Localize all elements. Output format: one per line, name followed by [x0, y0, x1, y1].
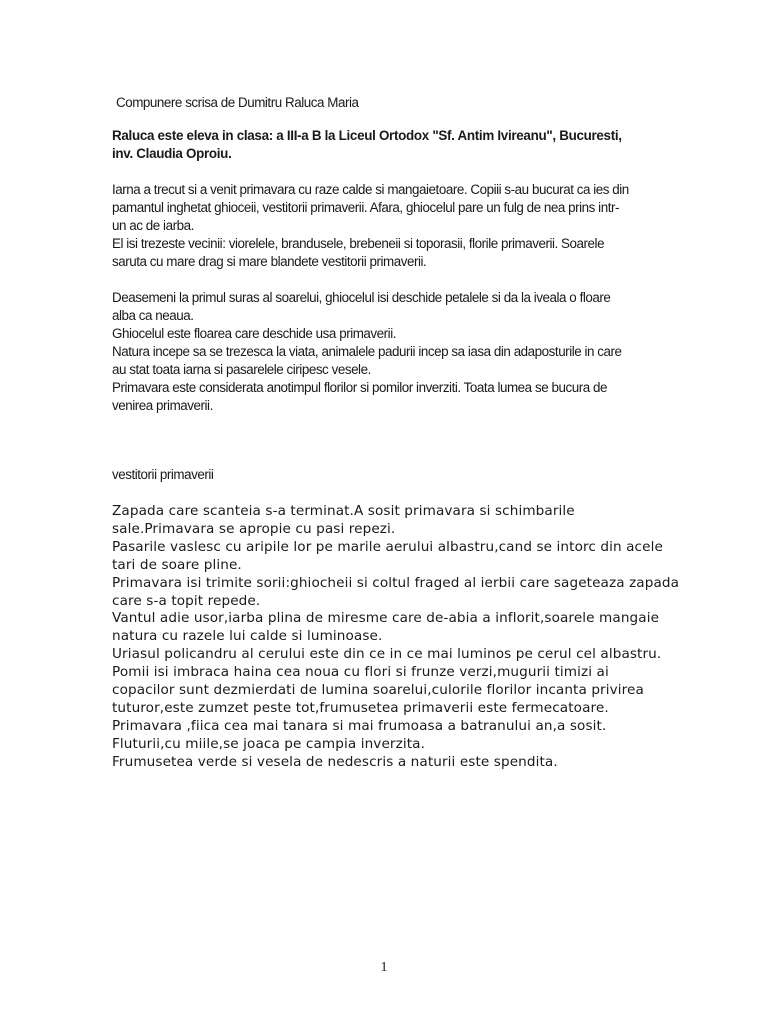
- author-text: Compunere scrisa de Dumitru Raluca Maria: [116, 95, 359, 110]
- text-line: tuturor,este zumzet peste tot,frumusetea primaverii este fermecatoare.: [112, 699, 609, 716]
- text-line: Zapada care scanteia s-a terminat.A sosit primavara si schimbarile: [112, 503, 575, 519]
- text-line: Vantul adie usor,iarba plina de miresme care de-abia a inflorit,soarele mangaie: [112, 610, 660, 627]
- text-line: alba ca neaua.: [112, 308, 194, 323]
- text-line: Natura incepe sa se trezesca la viata, animalele padurii incep sa iasa din adaposturile in care: [112, 344, 622, 359]
- text-line: El isi trezeste vecinii: viorelele, brandusele, brebeneii si toporasii, florile primaverii. Soarele: [112, 236, 605, 251]
- text-line: Primavara ,fiica cea mai tanara si mai frumoasa a batranului an,a sosit.: [112, 717, 607, 734]
- text-line: Pomii isi imbraca haina cea noua cu flori si frunze verzi,mugurii timizi ai: [112, 664, 609, 681]
- section-title-text: vestitorii primaverii: [112, 467, 214, 482]
- text-line: Raluca este eleva in clasa: a III-a B la Liceul Ortodox "Sf. Antim Ivireanu", Bucuresti,: [112, 128, 622, 143]
- student-info: [112, 127, 672, 163]
- text-line: un ac de iarba.: [112, 218, 194, 233]
- text-line: Frumusetea verde si vesela de nedescris a naturii este spendita.: [112, 753, 558, 770]
- text-line: Ghiocelul este floarea care deschide usa primaverii.: [112, 326, 396, 341]
- text-line: Primavara este considerata anotimpul florilor si pomilor inverziti. Toata lumea se bucura de: [112, 380, 607, 395]
- section-title: [112, 466, 672, 484]
- text-line: tari de soare pline.: [112, 556, 242, 573]
- poem-block: [112, 503, 680, 772]
- text-line: saruta cu mare drag si mare blandete vestitorii primaverii.: [112, 254, 427, 269]
- text-line: Uriasul policandru al cerului este din ce in ce mai luminos pe cerul cel albastru.: [112, 646, 662, 663]
- text-line: Fluturii,cu miile,se joaca pe campia inverzita.: [112, 735, 426, 752]
- text-line: pamantul inghetat ghioceii, vestitorii primaverii. Afara, ghiocelul pare un fulg de nea prins intr-: [112, 200, 619, 215]
- text-line: Pasarile vaslesc cu aripile lor pe marile aerului albastru,cand se intorc din acele: [112, 538, 663, 555]
- text-line: au stat toata iarna si pasarelele ciripesc vesele.: [112, 362, 371, 377]
- text-line: sale.Primavara se apropie cu pasi repezi.: [112, 520, 396, 537]
- text-line: Iarna a trecut si a venit primavara cu raze calde si mangaietoare. Copiii s-au bucurat ca ies din: [112, 182, 629, 197]
- paragraph-1: [112, 181, 672, 271]
- text-line: care s-a topit repede.: [112, 592, 261, 609]
- text-line: inv. Claudia Oproiu.: [112, 146, 232, 161]
- text-line: venirea primaverii.: [112, 398, 213, 413]
- text-line: copacilor sunt dezmierdati de lumina soarelui,culorile florilor incanta privirea: [112, 682, 644, 699]
- text-line: Deasemeni la primul suras al soarelui, ghiocelul isi deschide petalele si da la iveala o floare: [112, 290, 611, 305]
- paragraph-2: [112, 289, 672, 415]
- text-line: Primavara isi trimite sorii:ghiocheii si coltul fraged al ierbii care sageteaza zapada: [112, 574, 680, 591]
- text-line: natura cu razele lui calde si luminoase.: [112, 628, 383, 645]
- author-line: [116, 94, 676, 112]
- page-number: 1: [380, 960, 388, 975]
